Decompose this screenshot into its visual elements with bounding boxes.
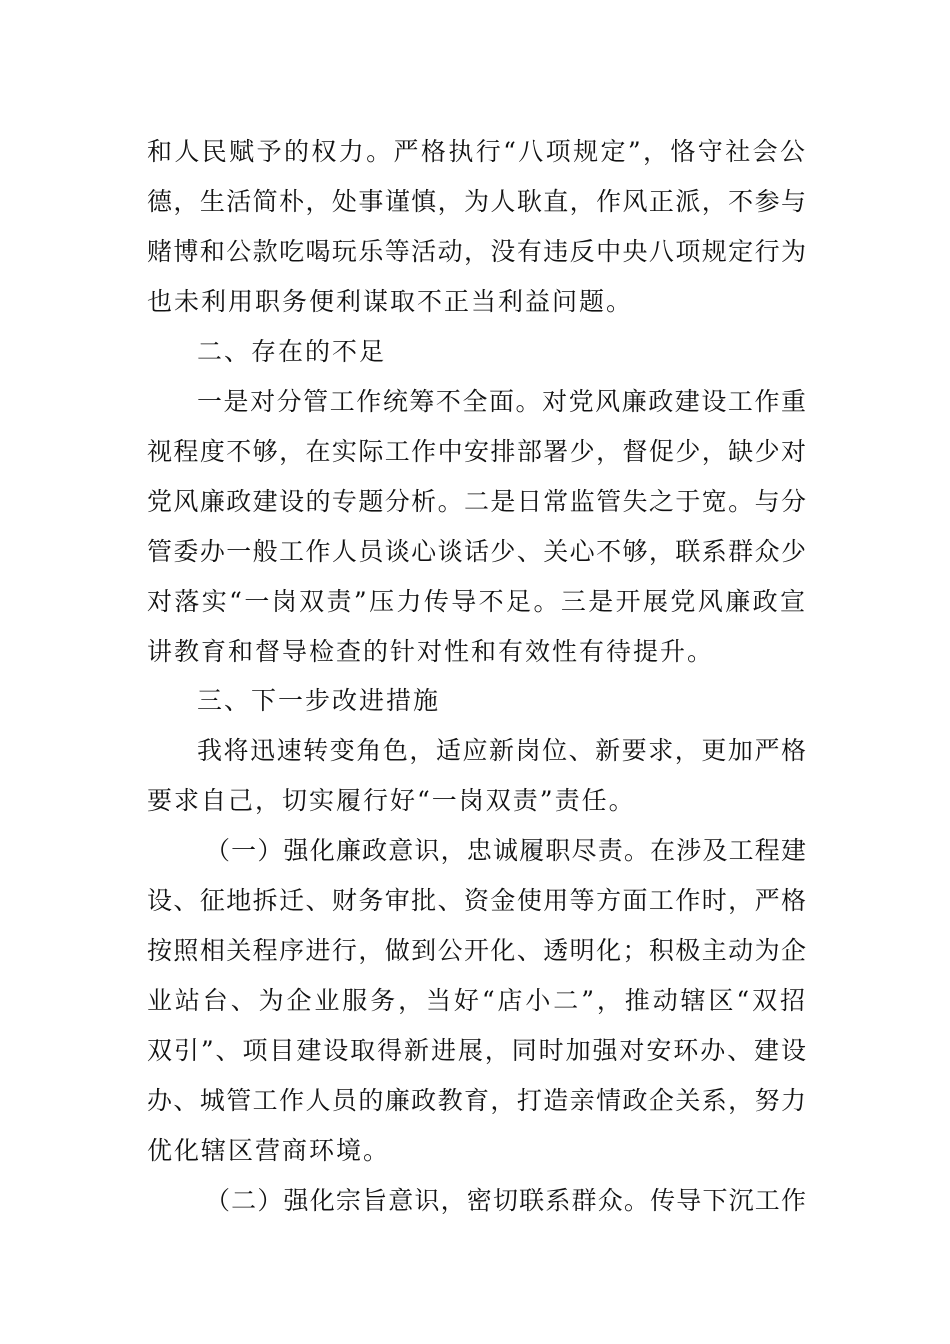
- text-line: 要求自己，切实履行好“一岗双责”责任。: [147, 786, 636, 815]
- text-line: 赌博和公款吃喝玩乐等活动，没有违反中央八项规定行为: [147, 237, 807, 266]
- text-line: 双引”、项目建设取得新进展，同时加强对安环办、建设: [147, 1036, 807, 1065]
- text-line: 按照相关程序进行，做到公开化、透明化；积极主动为企: [147, 936, 807, 965]
- text-line: 党风廉政建设的专题分析。二是日常监管失之于宽。与分: [147, 487, 807, 516]
- text-line: 管委办一般工作人员谈心谈话少、关心不够，联系群众少: [147, 537, 807, 566]
- text-line: 一是对分管工作统筹不全面。对党风廉政建设工作重: [197, 387, 807, 416]
- text-line: 设、征地拆迁、财务审批、资金使用等方面工作时，严格: [147, 886, 807, 915]
- subsection-heading-integrity: （一）强化廉政意识，忠诚履职尽责。在涉及工程建: [205, 836, 807, 865]
- text-line: 视程度不够，在实际工作中安排部署少，督促少，缺少对: [147, 437, 807, 466]
- text-line: 我将迅速转变角色，适应新岗位、新要求，更加严格: [197, 736, 807, 765]
- text-line: 优化辖区营商环境。: [147, 1136, 391, 1165]
- section-heading-shortcomings: 二、存在的不足: [197, 337, 387, 366]
- text-line: 办、城管工作人员的廉政教育，打造亲情政企关系，努力: [147, 1086, 807, 1115]
- text-line: 业站台、为企业服务，当好“店小二”，推动辖区“双招: [147, 986, 807, 1015]
- section-heading-improvements: 三、下一步改进措施: [197, 686, 441, 715]
- text-line: 也未利用职务便利谋取不正当利益问题。: [147, 287, 634, 316]
- subsection-heading-mass-line: （二）强化宗旨意识，密切联系群众。传导下沉工作: [205, 1186, 807, 1215]
- text-line: 讲教育和督导检查的针对性和有效性有待提升。: [147, 637, 715, 666]
- text-line: 对落实“一岗双责”压力传导不足。三是开展党风廉政宣: [147, 587, 807, 616]
- text-line: 和人民赋予的权力。严格执行“八项规定”，恪守社会公: [147, 137, 807, 166]
- text-line: 德，生活简朴，处事谨慎，为人耿直，作风正派，不参与: [147, 187, 807, 216]
